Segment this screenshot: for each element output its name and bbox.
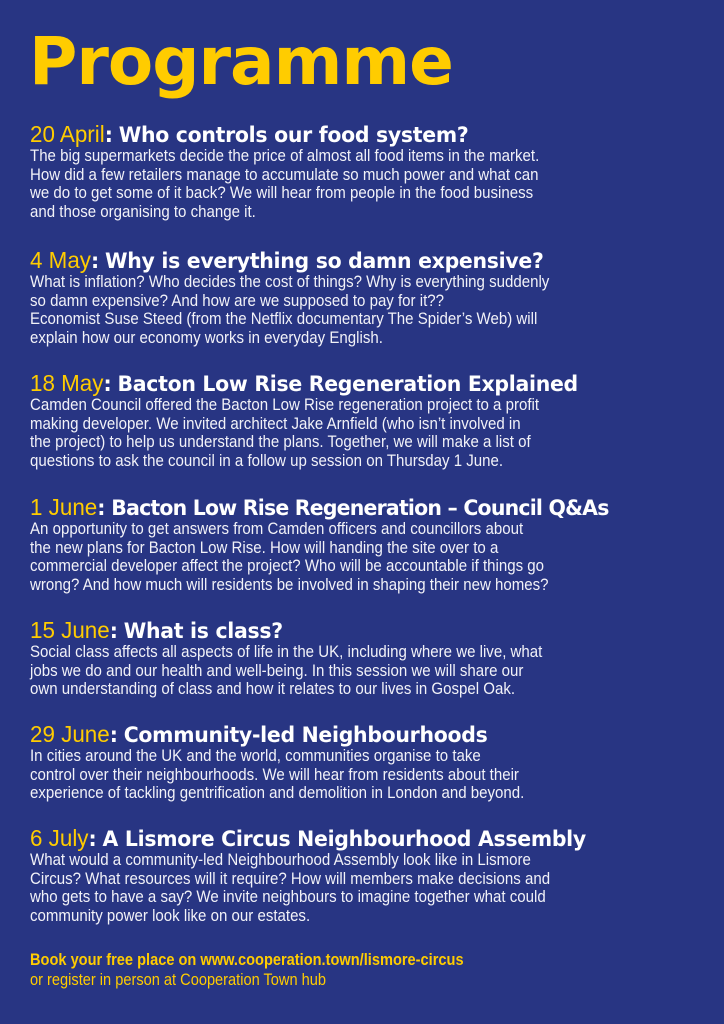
session-title: Community-led Neighbourhoods	[123, 723, 488, 747]
session-1-june	[30, 494, 710, 595]
session-date: 15 June	[30, 617, 110, 643]
session-separator: :	[109, 723, 118, 747]
session-date: 20 April	[30, 121, 105, 147]
session-6-july	[30, 825, 710, 926]
session-description: Camden Council offered the Bacton Low Rise regeneration project to a profit making developer. We invited architect Jake Arnfield (who isn’t involved in the project) to help us understand the plans. Together, we will make a list of questions to ask the council in a follow up session on Thursday 1 June.	[30, 395, 540, 471]
session-separator: :	[88, 827, 97, 851]
register-in-person-text: or register in person at Cooperation Town hub	[30, 971, 327, 989]
session-description: In cities around the UK and the world, communities organise to take control over their neighbourhoods. We will hear from residents about their experience of tackling gentrification and demolition in London and beyond.	[30, 746, 525, 803]
session-title: Who controls our food system?	[118, 123, 469, 147]
session-29-june	[30, 721, 710, 803]
session-description: The big supermarkets decide the price of almost all food items in the market. How did a few retailers manage to accumulate so much power and what can we do to get some of it back? We will hear from people in the food business and those organising to change it.	[30, 146, 540, 222]
session-4-may	[30, 247, 710, 348]
session-15-june	[30, 617, 710, 699]
session-separator: :	[90, 249, 100, 273]
session-heading	[30, 721, 692, 747]
session-heading	[30, 494, 692, 520]
session-20-april	[30, 121, 710, 222]
session-heading	[30, 825, 692, 851]
session-heading	[30, 370, 692, 396]
booking-line	[30, 950, 703, 970]
page-title: Programme	[29, 23, 453, 100]
session-title: Bacton Low Rise Regeneration – Council Q&As	[111, 496, 609, 520]
session-heading	[30, 121, 692, 147]
session-date: 1 June	[30, 494, 98, 520]
session-description: An opportunity to get answers from Camden officers and councillors about the new plans for Bacton Low Rise. How will handing the site over to a commercial developer affect the project? Who will be accountable if things go wrong? And how much will residents be involved in shaping their new homes?	[30, 519, 549, 595]
session-description: Social class affects all aspects of life in the UK, including where we live, what jobs we do and our health and well-being. In this session we will share our own understanding of class and how it relates to our lives in Gospel Oak.	[30, 642, 543, 699]
session-date: 29 June	[30, 721, 110, 747]
session-title: Bacton Low Rise Regeneration Explained	[117, 372, 578, 396]
session-separator: :	[104, 123, 113, 147]
session-18-may	[30, 370, 710, 471]
session-heading	[30, 617, 692, 643]
session-separator: :	[103, 372, 112, 396]
booking-prefix: Book your free place on	[30, 951, 201, 969]
session-description: What is inflation? Who decides the cost of things? Why is everything suddenly so damn expensive? And how are we supposed to pay for it?? Economist Suse Steed (from the Netflix documentary The Spider’s Web) will explain how our economy works in everyday English.	[30, 272, 550, 348]
session-separator: :	[97, 496, 106, 520]
session-date: 18 May	[30, 370, 104, 396]
session-date: 6 July	[30, 825, 89, 851]
session-title: A Lismore Circus Neighbourhood Assembly	[102, 827, 586, 851]
session-description: What would a community-led Neighbourhood Assembly look like in Lismore Circus? What resources will it require? How will members make decisions and who gets to have a say? We invite neighbours to imagine together what could community power look like on our estates.	[30, 850, 551, 926]
session-separator: :	[109, 619, 118, 643]
session-title: Why is everything so damn expensive?	[105, 249, 544, 273]
session-date: 4 May	[30, 247, 91, 273]
booking-footer	[30, 950, 703, 990]
session-heading	[30, 247, 692, 273]
booking-url-link[interactable]: www.cooperation.town/lismore-circus	[200, 951, 464, 969]
session-title: What is class?	[123, 619, 283, 643]
